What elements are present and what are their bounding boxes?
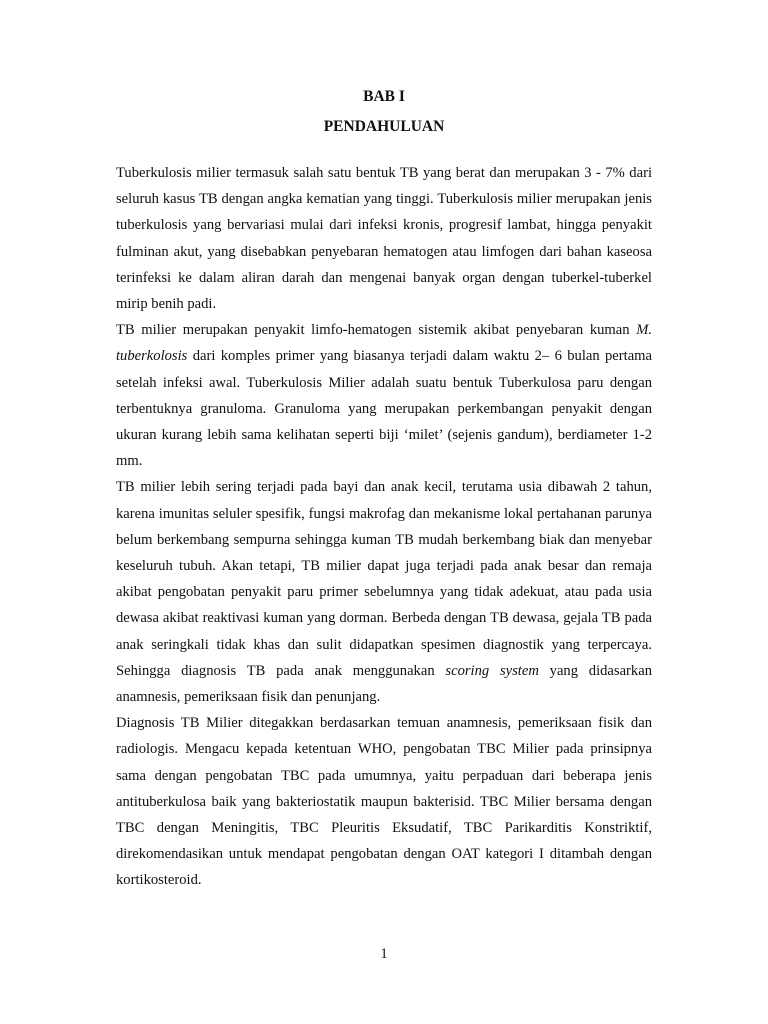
paragraph	[116, 160, 652, 317]
chapter-heading: BAB I	[363, 88, 405, 105]
body-text	[116, 160, 652, 894]
paragraph-text: TB milier merupakan penyakit limfo-hematogen sistemik akibat penyebaran kuman	[116, 322, 637, 339]
page-number: 1	[380, 946, 388, 962]
paragraph-text: yang didasarkan anamnesis, pemeriksaan fisik dan penunjang.	[116, 662, 652, 706]
paragraph-text: dari komples primer yang biasanya terjadi dalam waktu 2– 6 bulan pertama setelah infeksi awal. Tuberkulosis Milier adalah suatu bentuk Tuberkulosa paru dengan terbentuknya granuloma. Granuloma yang merupakan perkembangan penyakit dengan ukuran kurang lebih sama kelihatan seperti biji ‘milet’ (sejenis gandum), berdiameter 1-2 mm.	[116, 348, 652, 470]
paragraph-text: TB milier lebih sering terjadi pada bayi dan anak kecil, terutama usia dibawah 2 tahun, karena imunitas seluler spesifik, fungsi makrofag dan mekanisme lokal pertahanan parunya belum berkembang sempurna sehingga kuman TB mudah berkembang biak dan menyebar keseluruh tubuh. Akan tetapi, TB milier dapat juga terjadi pada anak besar dan remaja akibat pengobatan penyakit paru primer sebelumnya yang tidak adekuat, atau pada usia dewasa akibat reaktivasi kuman yang dorman. Berbeda dengan TB dewasa, gejala TB pada anak seringkali tidak khas dan sulit didapatkan spesimen diagnostik yang terpercaya. Sehingga diagnosis TB pada anak menggunakan	[116, 479, 652, 679]
paragraph	[116, 474, 652, 710]
italic-term: scoring system	[445, 662, 539, 679]
paragraph	[116, 710, 652, 893]
chapter-title: PENDAHULUAN	[323, 118, 445, 135]
paragraph-text: Tuberkulosis milier termasuk salah satu bentuk TB yang berat dan merupakan 3 - 7% dari seluruh kasus TB dengan angka kematian yang tinggi. Tuberkulosis milier merupakan jenis tuberkulosis yang bervariasi mulai dari infeksi kronis, progresif lambat, hingga penyakit fulminan akut, yang disebabkan penyebaran hematogen atau limfogen dari bahan kaseosa terinfeksi ke dalam aliran darah dan mengenai banyak organ dengan tuberkel-tuberkel mirip benih padi.	[116, 165, 652, 313]
italic-term: M. tuberkolosis	[116, 322, 652, 365]
paragraph-text: Diagnosis TB Milier ditegakkan berdasarkan temuan anamnesis, pemeriksaan fisik dan radiologis. Mengacu kepada ketentuan WHO, pengobatan TBC Milier pada prinsipnya sama dengan pengobatan TBC pada umumnya, yaitu perpaduan dari beberapa jenis antituberkulosa baik yang bakteriostatik maupun bakterisid. TBC Milier bersama dengan TBC dengan Meningitis, TBC Pleuritis Eksudatif, TBC Parikarditis Konstriktif, direkomendasikan untuk mendapat pengobatan dengan OAT kategori I ditambah dengan kortikosteroid.	[116, 715, 652, 889]
paragraph	[116, 317, 652, 474]
